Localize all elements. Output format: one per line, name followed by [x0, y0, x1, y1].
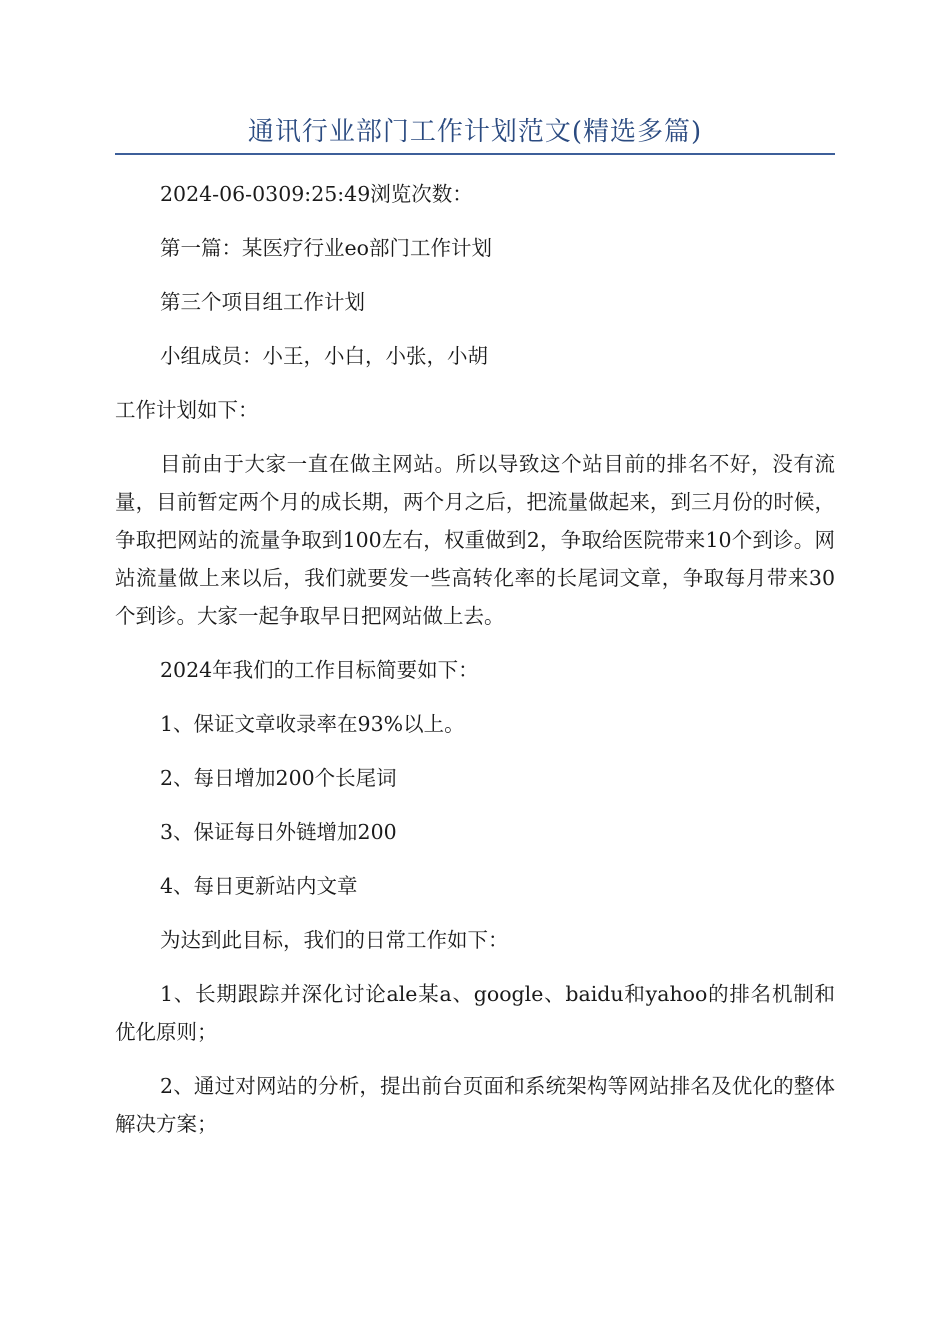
paragraph-team-members: 小组成员：小王，小白，小张，小胡	[160, 344, 488, 368]
paragraph-plan-body: 目前由于大家一直在做主网站。所以导致这个站目前的排名不好，没有流量，目前暂定两个月的成长期，两个月之后，把流量做起来，到三月份的时候，争取把网站的流量争取到100左右，权重做到2，争取给医院带来10个到诊。网站流量做上来以后，我们就要发一些高转化率的长尾词文章，争取每月带来30个到诊。大家一起争取早日把网站做上去。	[115, 452, 835, 628]
paragraph-daily-work-heading: 为达到此目标，我们的日常工作如下：	[160, 928, 509, 952]
paragraph-plan-intro: 工作计划如下：	[115, 398, 259, 422]
document-body	[115, 175, 835, 1159]
list-item-goal-3: 3、保证每日外链增加200	[160, 820, 397, 844]
paragraph-project-group: 第三个项目组工作计划	[160, 290, 365, 314]
list-item-goal-4: 4、每日更新站内文章	[160, 874, 358, 898]
paragraph-date-views: 2024-06-0309:25:49浏览次数：	[160, 182, 473, 206]
title-underline	[115, 153, 835, 155]
list-item-daily-work-2: 2、通过对网站的分析，提出前台页面和系统架构等网站排名及优化的整体解决方案；	[115, 1074, 835, 1136]
paragraph-goals-heading: 2024年我们的工作目标简要如下：	[160, 658, 479, 682]
paragraph-section-heading: 第一篇：某医疗行业eo部门工作计划	[160, 236, 492, 260]
list-item-daily-work-1: 1、长期跟踪并深化讨论ale某a、google、baidu和yahoo的排名机制和优化原则；	[115, 982, 835, 1044]
list-item-goal-2: 2、每日增加200个长尾词	[160, 766, 397, 790]
list-item-goal-1: 1、保证文章收录率在93%以上。	[160, 712, 465, 736]
document-title: 通讯行业部门工作计划范文(精选多篇)	[247, 117, 703, 147]
